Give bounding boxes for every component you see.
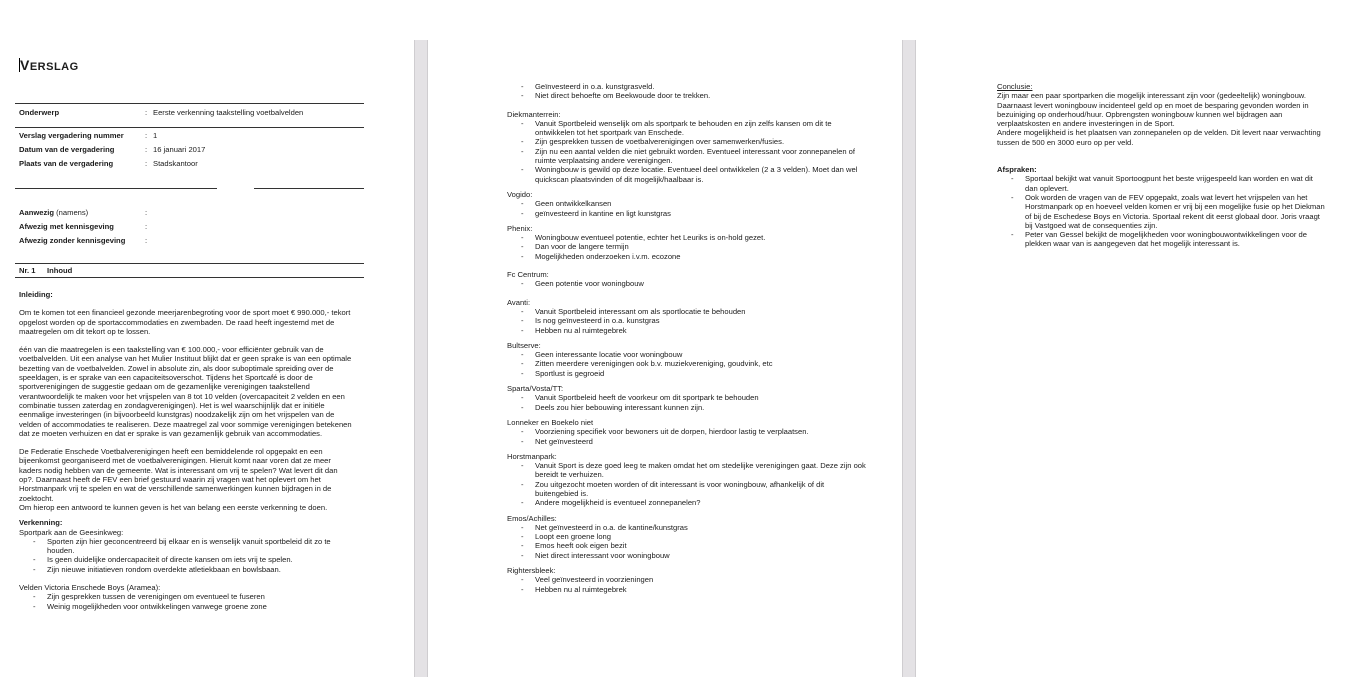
list-item: - Andere mogelijkheid is eventueel zonnepanelen?	[507, 498, 867, 507]
group-title: Rightersbleek:	[507, 566, 556, 576]
bullet-list	[19, 592, 353, 611]
bullet-list	[507, 523, 867, 560]
group-title: Vogido:	[507, 189, 533, 199]
list-item: - Geen ontwikkelkansen	[507, 199, 867, 208]
list-item: - Mogelijkheden onderzoeken i.v.m. ecozone	[507, 252, 867, 261]
bullet-list	[997, 174, 1327, 248]
divider	[15, 103, 364, 104]
intro-paragraph: Om te komen tot een financieel gezonde meerjarenbegroting voor de sport moet € 990.000,- tekort opgelost worden op de sportaccommodaties en zwembaden. De raad heeft ingestemd met de maatregelen om dit tekort op te lossen.	[19, 308, 351, 336]
group-title: Sportpark aan de Geesinkweg:	[19, 527, 124, 537]
group-title: Lonneker en Boekelo niet	[507, 417, 594, 427]
list-item: - Sportaal bekijkt wat vanuit Sportoogpunt het beste vrijgespeeld kan worden en wat dit dan oplevert.	[997, 174, 1327, 193]
list-item: - Net geïnvesteerd	[507, 437, 867, 446]
bullet-list	[507, 233, 867, 261]
list-item: - Voorziening specifiek voor bewoners uit de dorpen, hierdoor lastig te verplaatsen.	[507, 427, 867, 436]
list-item: - Geen interessante locatie voor woningbouw	[507, 350, 867, 359]
list-item: - Woningbouw eventueel potentie, echter het Leuriks is on-hold gezet.	[507, 233, 867, 242]
page-3-body	[997, 82, 1327, 249]
group-title: Sparta/Vosta/TT:	[507, 384, 564, 394]
list-item: - Is geen duidelijke ondercapaciteit of directe kansen om iets vrij te spelen.	[19, 555, 353, 564]
intro-paragraph: één van die maatregelen is een taakstelling van € 100.000,- voor efficiënter gebruik van de voetbalvelden. Uit een analyse van het Mulier Instituut blijkt dat er geen sprake is van een optimale bezetting van de voetbalvelden. Zowel in absolute zin, als door suboptimale spreiding over de speeldagen, is er sprake van een capaciteitsoverschot. Tijdens het Sportcafé is door de sportverenigingen de suggestie gedaan om de gezamenlijke verenigingen taakstellend verantwoordelijk te maken voor het vrijspelen van 8 tot 10 velden (overcapaciteit 2 velden en een combinatie tussen zaterdag en zondagverenigingen). Het is wel waarschijnlijk dat er initiële eenmalige investeringen (in bijvoorbeeld kunstgras) noodzakelijk zijn om het vrijspelen van de velden of accommodaties te realiseren. Deze maatregel zal voor sommige verenigingen betekenen dat ze moeten verhuizen en dat er sprake is van gezamenlijk gebruik van accommodaties.	[19, 345, 352, 438]
list-item: - Geen potentie voor woningbouw	[507, 279, 867, 288]
bullet-list	[507, 350, 867, 378]
document-title: VERSLAG	[20, 57, 79, 73]
bullet-list	[19, 537, 353, 574]
group-title: Velden Victoria Enschede Boys (Aramea):	[19, 583, 161, 593]
list-item: - Loopt een groene long	[507, 532, 867, 541]
list-item: - Zijn nu een aantal velden die niet gebruikt worden. Eventueel interessant voor zonnepanelen of ruimte verplaatsing andere verenigingen.	[507, 147, 867, 166]
group-title: Emos/Achilles:	[507, 513, 557, 523]
list-item: - Vanuit Sportbeleid wenselijk om als sportpark te behouden en zijn zelfs kansen om dit te ontwikkelen tot het sportpark van Enschede.	[507, 119, 867, 138]
section-header: Nr. 1 Inhoud	[19, 266, 73, 275]
list-item: - Peter van Gessel bekijkt de mogelijkheden voor woningbouwontwikkelingen voor de plekken waar van is aangegeven dat het mogelijk interessant is.	[997, 230, 1327, 249]
list-item: - Sportlust is gegroeid	[507, 369, 867, 378]
list-item: - Ook worden de vragen van de FEV opgepakt, zoals wat levert het vrijspelen van het Horstmanpark op en hoeveel velden komen er vrij bij een mogelijke fusie op het Diekman of bij de Eschedese Boys en Victoria. Sportaal rekent dit eerst globaal door. Joris vraagt bij Vastgoed wat de consequenties zijn.	[997, 193, 1327, 230]
document-page-3[interactable]	[916, 0, 1350, 677]
list-item: - Hebben nu al ruimtegebrek	[507, 326, 867, 335]
bullet-list	[507, 279, 867, 288]
list-item: - Sporten zijn hier geconcentreerd bij elkaar en is wenselijk vanuit sportbeleid dit zo te houden.	[19, 537, 353, 556]
agreements-heading: Afspraken:	[997, 165, 1037, 175]
list-item: - Geïnvesteerd in o.a. kunstgrasveld.	[507, 82, 867, 91]
list-item: - Hebben nu al ruimtegebrek	[507, 585, 867, 594]
bullet-list	[507, 82, 867, 101]
list-item: - Niet direct interessant voor woningbouw	[507, 551, 867, 560]
conclusion-heading: Conclusie:	[997, 82, 1033, 91]
bullet-list	[507, 307, 867, 335]
bullet-list	[507, 461, 867, 507]
group-title: Bultserve:	[507, 340, 541, 350]
intro-paragraph: De Federatie Enschede Voetbalverenigingen heeft een bemiddelende rol opgepakt en een bijeenkomst georganiseerd met de voetbalverenigingen. Hieruit komt naar voren dat ze meer kaders nodig hebben van de gemeente. Wat is interessant om vrij te spelen? Wat levert dit dan op?. Daarnaast heeft de FEV een brief gestuurd waarin zij vragen wat het oplevert om het Horstmanpark vrij te spelen en wat de verschillende samenwerkingen kunnen bijdragen in de zoektocht.	[19, 447, 338, 503]
list-item: - Woningbouw is gewild op deze locatie. Eventueel deel ontwikkelen (2 a 3 velden). Moet dan wel quickscan plaatsvinden of dit mogelijk/haalbaar is.	[507, 165, 867, 184]
bullet-list	[507, 427, 867, 446]
list-item: - Weinig mogelijkheden voor ontwikkelingen vanwege groene zone	[19, 602, 353, 611]
bullet-list	[507, 199, 867, 218]
list-item: - Deels zou hier bebouwing interessant kunnen zijn.	[507, 403, 867, 412]
document-page-2[interactable]	[428, 0, 902, 677]
bullet-list	[507, 119, 867, 184]
bullet-list	[507, 393, 867, 412]
list-item: - Zitten meerdere verenigingen ook b.v. muziekvereniging, goudvink, etc	[507, 359, 867, 368]
divider	[15, 188, 217, 189]
list-item: - Vanuit Sport is deze goed leeg te maken omdat het om stedelijke verenigingen gaat. Deze zijn ook bereidt te verhuizen.	[507, 461, 867, 480]
divider	[15, 127, 364, 128]
list-item: - Zijn nieuwe initiatieven rondom overdekte atletiekbaan en bowlsbaan.	[19, 565, 353, 574]
list-item: - Veel geïnvesteerd in voorzieningen	[507, 575, 867, 584]
list-item: - Zijn gesprekken tussen de voetbalverenigingen over samenwerken/fusies.	[507, 137, 867, 146]
list-item: - Niet direct behoefte om Beekwoude door te trekken.	[507, 91, 867, 100]
page-gutter	[902, 40, 916, 677]
document-page-1[interactable]: VERSLAG Onderwerp : Eerste verkenning taakstelling voetbalvelden Verslag vergadering nummer : 1 Datum van de vergadering : 16 januari 2017 Plaats van de vergadering : Stadskantoor Aanwezig (namens) : Afwezig met kennisgeving : Afwezig zonder kennisgeving : Nr. 1 Inhoud Inleiding: Om te komen tot een financieel gezonde meerjarenbegroting voor de sport moet € 990.000,- tekort opgelost worden op de sportaccommodaties en zwembaden. De raad heeft ingestemd met de maatregelen om dit tekort op te lossen. één van die maatregelen is een taakstelling van € 100.000,- voor efficiënter gebruik van de voetbalvelden. Uit een analyse van het Mulier Instituut blijkt dat er geen sprake is van een optimale bezetting van de voetbalvelden. Zowel in absolute zin, als door suboptimale spreiding over de speeldagen, is er sprake van een capaciteitsoverschot. Tijdens het Sportcafé is door de sportverenigingen de suggestie gedaan om de gezamenlijke verenigingen taakstellend verantwoordelijk te maken voor het vrijspelen van 8 tot 10 velden (overcapaciteit 2 velden en een combinatie tussen zaterdag en zondagverenigingen). Het is wel waarschijnlijk dat er initiële eenmalige investeringen (in bijvoorbeeld kunstgras) noodzakelijk zijn om het vrijspelen van de velden of accommodaties te realiseren. Deze maatregel zal voor sommige verenigingen betekenen dat ze moeten verhuizen en dat er sprake is van gezamenlijk gebruik van accommodaties. De Federatie Enschede Voetbalverenigingen heeft een bemiddelende rol opgepakt en een bijeenkomst georganiseerd met de voetbalverenigingen. Hieruit komt naar voren dat ze meer kaders nodig hebben van de gemeente. Wat is interessant om vrij te spelen? Wat levert dit dan op?. Daarnaast heeft de FEV een brief gestuurd waarin zij vragen wat het oplevert om het Horstmanpark vrij te spelen en wat de verschillende samenwerkingen kunnen bijdragen in de zoektocht. Om hierop een antwoord te kunnen geven is het van belang een eerste verkenning te doen. Verkenning: Sportpark aan de Geesinkweg: - Sporten zijn hier geconcentreerd bij elkaar en is wenselijk vanuit sportbeleid dit zo te houden. - Is geen duidelijke ondercapaciteit of directe kansen om iets vrij te spelen. - Zijn nieuwe initiatieven rondom overdekte atletiekbaan en bowlsbaan. Velden Victoria Enschede Boys (Aramea): - Zijn gesprekken tussen de verenigingen om eventueel te fuseren - Weinig mogelijkheden voor ontwikkelingen vanwege groene zone	[0, 0, 414, 677]
list-item: - Emos heeft ook eigen bezit	[507, 541, 867, 550]
list-item: - Dan voor de langere termijn	[507, 242, 867, 251]
group-title: Phenix:	[507, 223, 533, 233]
divider	[15, 277, 364, 278]
divider	[15, 263, 364, 264]
verkenning-heading: Verkenning:	[19, 518, 63, 528]
intro-heading: Inleiding:	[19, 290, 53, 299]
list-item: - Is nog geïnvesteerd in o.a. kunstgras	[507, 316, 867, 325]
bullet-list	[507, 575, 867, 594]
group-title: Horstmanpark:	[507, 451, 557, 461]
page-2-body	[507, 82, 867, 594]
list-item: - Vanuit Sportbeleid interessant om als sportlocatie te behouden	[507, 307, 867, 316]
group-title: Avanti:	[507, 297, 531, 307]
intro-paragraph: Om hierop een antwoord te kunnen geven is het van belang een eerste verkenning te doen.	[19, 502, 328, 512]
conclusion-paragraph: Zijn maar een paar sportparken die mogelijk interessant zijn voor (gedeeltelijk) woningbouw. Daarnaast levert woningbouw incidenteel geld op en moet de besparing gevonden worden in bezuiniging op onderhoud/huur. Opbrengsten woningbouw kunnen wel bijdragen aan verplaatskosten en andere investeringen in de Sport.	[997, 91, 1309, 129]
page-gutter	[414, 40, 428, 677]
list-item: - geïnvesteerd in kantine en ligt kunstgras	[507, 209, 867, 218]
conclusion-paragraph: Andere mogelijkheid is het plaatsen van zonnepanelen op de velden. Dit levert naar verwachting tussen de 500 en 3000 euro op per veld.	[997, 128, 1321, 147]
list-item: - Net geïnvesteerd in o.a. de kantine/kunstgras	[507, 523, 867, 532]
group-title: Fc Centrum:	[507, 270, 549, 280]
list-item: - Zou uitgezocht moeten worden of dit interessant is voor woningbouw, afhankelijk of dit buitengebied is.	[507, 480, 867, 499]
list-item: - Vanuit Sportbeleid heeft de voorkeur om dit sportpark te behouden	[507, 393, 867, 402]
list-item: - Zijn gesprekken tussen de verenigingen om eventueel te fuseren	[19, 592, 353, 601]
group-title: Diekmanterrein:	[507, 109, 561, 119]
page-1-body	[19, 290, 353, 611]
divider	[254, 188, 364, 189]
